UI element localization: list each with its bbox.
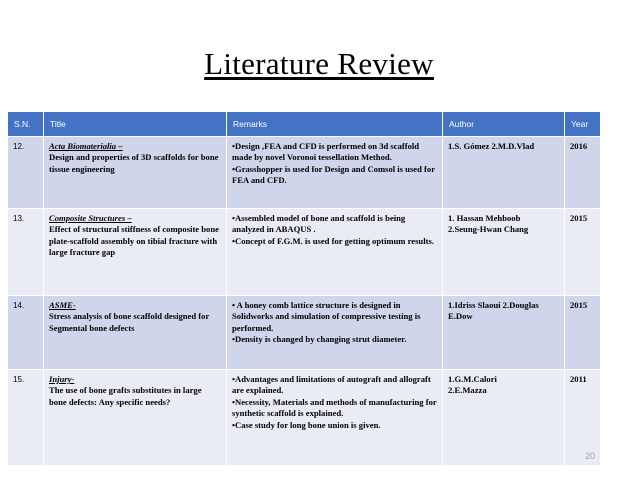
paper-title: Stress analysis of bone scaffold designed for Segmental bone defects xyxy=(49,311,210,333)
table-row xyxy=(8,296,601,370)
paper-title: Design and properties of 3D scaffolds for bone tissue engineering xyxy=(49,152,219,174)
row-title-cell xyxy=(44,209,227,296)
row-year: 2015 xyxy=(565,209,601,296)
row-year: 2015 xyxy=(565,296,601,370)
row-sn: 15. xyxy=(8,370,44,466)
table-row xyxy=(8,370,601,466)
row-remarks-cell xyxy=(227,370,443,466)
remark-item: • A honey comb lattice structure is designed in Solidworks and simulation of compressive testing is performed. xyxy=(232,300,421,333)
remark-item: •Grasshopper is used for Design and Comsol is used for FEA and CFD. xyxy=(232,163,435,186)
table-row xyxy=(8,137,601,209)
remark-item: •Design ,FEA and CFD is performed on 3d scaffold made by novel Voronoi tessellation Method. xyxy=(232,141,420,163)
row-title-cell xyxy=(44,137,227,209)
header-sn: S.N. xyxy=(8,112,44,137)
row-title-cell xyxy=(44,296,227,370)
author-line: 1.Idriss Slaoui 2.Douglas E.Dow xyxy=(448,300,539,322)
header-title: Title xyxy=(44,112,227,137)
header-author: Author xyxy=(443,112,565,137)
header-year: Year xyxy=(565,112,601,137)
row-sn: 13. xyxy=(8,209,44,296)
page-number: 20 xyxy=(585,451,596,461)
journal-name: Injury- xyxy=(49,374,75,384)
row-title-cell xyxy=(44,370,227,466)
row-year: 2016 xyxy=(565,137,601,209)
remark-item: •Necessity, Materials and methods of manufacturing for synthetic scaffold is explained. xyxy=(232,396,437,419)
row-author-cell xyxy=(443,209,565,296)
remark-item: •Concept of F.G.M. is used for getting optimum results. xyxy=(232,235,434,246)
paper-title: The use of bone grafts substitutes in large bone defects: Any specific needs? xyxy=(49,385,202,407)
row-year: 2011 xyxy=(565,370,601,466)
slide-title: Literature Review xyxy=(204,46,434,81)
author-line: 1.G.M.Calori xyxy=(448,374,497,384)
author-line: 1. Hassan Mehboob xyxy=(448,213,521,223)
journal-name: Acta Biomaterialia – xyxy=(49,141,123,151)
literature-table xyxy=(7,111,601,466)
header-remarks: Remarks xyxy=(227,112,443,137)
remark-item: •Advantages and limitations of autograft and allograft are explained. xyxy=(232,374,431,396)
row-remarks-cell xyxy=(227,137,443,209)
row-sn: 14. xyxy=(8,296,44,370)
paper-title: Effect of structural stiffness of composite bone plate-scaffold assembly on tibial fracture with large fracture gap xyxy=(49,224,219,258)
row-author-cell xyxy=(443,370,565,466)
row-sn: 12. xyxy=(8,137,44,209)
row-remarks-cell xyxy=(227,209,443,296)
author-line: 2.E.Mazza xyxy=(448,385,487,396)
remark-item: •Density is changed by changing strut diameter. xyxy=(232,334,407,345)
row-author-cell xyxy=(443,296,565,370)
author-line: 2.Seung-Hwan Chang xyxy=(448,224,529,235)
table-header-row xyxy=(8,112,601,137)
row-remarks-cell xyxy=(227,296,443,370)
row-author-cell xyxy=(443,137,565,209)
remark-item: •Assembled model of bone and scaffold is being analyzed in ABAQUS . xyxy=(232,213,406,235)
table-row xyxy=(8,209,601,296)
journal-name: Composite Structures – xyxy=(49,213,132,223)
author-line: 1.S. Gómez 2.M.D.Vlad xyxy=(448,141,535,151)
remark-item: •Case study for long bone union is given. xyxy=(232,419,381,430)
journal-name: ASME- xyxy=(49,300,76,310)
